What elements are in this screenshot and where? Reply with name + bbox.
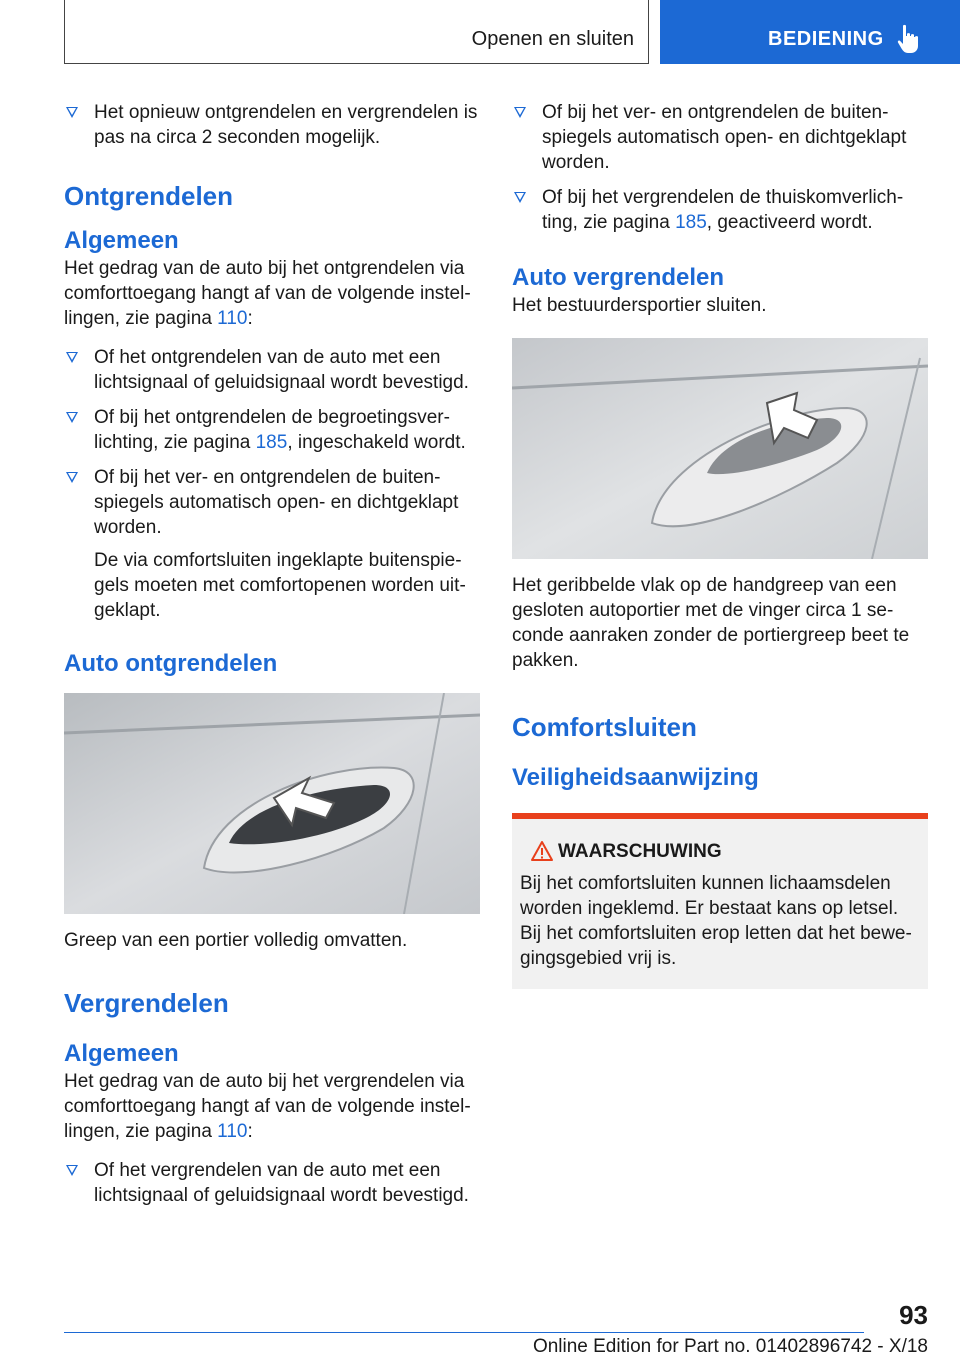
door-handle-grip-image (64, 693, 480, 914)
paragraph-unlock-general: Het gedrag van de auto bij het ontgrendelen via comforttoegang hangt af van de volgende instellingen, zie pagina 110: (64, 258, 471, 329)
bullet-text: Of het vergrendelen van de auto met een lichtsignaal of geluidsignaal wordt bevestigd. (94, 1160, 469, 1206)
section-heading-comfort-close: Comfortsluiten (512, 712, 697, 742)
footer-edition: Online Edition for Part no. 01402896742 - X/18 (532, 1336, 928, 1357)
right-column (512, 100, 928, 989)
subheading-auto-unlock: Auto ontgrendelen (64, 650, 278, 677)
list-item (64, 100, 480, 150)
header-chapter-title: BEDIENING (768, 28, 884, 50)
page-link[interactable]: 185 (255, 432, 288, 453)
caption-auto-lock: Het geribbelde vlak op de handgreep van een gesloten autoportier met de vinger circa 1 seconde aanraken zonder de portiergreep beet te pakken. (512, 575, 910, 671)
list-item (64, 1158, 480, 1208)
page-number: 93 (899, 1300, 928, 1330)
subheading-general: Algemeen (64, 227, 179, 254)
bullet-text: Of bij het ver- en ontgrendelen de buitenspiegels automatisch open- en dichtgeklapt worden. (94, 467, 459, 538)
pointing-hand-icon (897, 24, 919, 54)
door-handle-touch-image (512, 338, 928, 559)
bullet-text: Het opnieuw ontgrendelen en vergrendelen is pas na circa 2 seconden mogelijk. (94, 102, 478, 148)
list-item: Of bij het vergrendelen de thuiskomverlichting, zie pagina 185, geactiveerd wordt. (512, 185, 928, 235)
warning-title: WAARSCHUWING (520, 839, 920, 865)
list-item (64, 345, 480, 395)
bullet-note: De via comfortsluiten ingeklapte buitenspiegels moeten met comfortopenen worden uitgeklapt. (94, 550, 466, 621)
page-link[interactable]: 110 (217, 1121, 248, 1142)
triangle-bullet-icon (514, 107, 526, 118)
subheading-safety: Veiligheidsaanwijzing (512, 764, 759, 791)
warning-box (512, 813, 928, 989)
list-item (64, 465, 480, 623)
page-link[interactable]: 185 (675, 212, 707, 233)
section-heading-unlock: Ontgrendelen (64, 181, 234, 211)
header-section-title: Openen en sluiten (471, 28, 634, 50)
list-item: Of bij het ontgrendelen de begroetingsverlichting, zie pagina 185, ingeschakeld wordt. (64, 405, 480, 455)
header-chapter-tab[interactable] (660, 0, 960, 64)
warning-triangle-icon (530, 840, 554, 862)
bullet-text: Of het ontgrendelen van de auto met een lichtsignaal of geluidsignaal wordt bevestigd. (94, 347, 469, 393)
header-section-tab (64, 0, 649, 64)
subheading-auto-lock: Auto vergrendelen (512, 264, 725, 291)
triangle-bullet-icon (66, 107, 78, 118)
bullet-text: Of bij het ver- en ontgrendelen de buitenspiegels automatisch open- en dichtgeklapt worden. (542, 102, 907, 173)
subheading-general: Algemeen (64, 1040, 179, 1067)
paragraph-auto-lock: Het bestuurdersportier sluiten. (512, 295, 767, 316)
triangle-bullet-icon (66, 472, 78, 483)
left-column (64, 100, 480, 1208)
warning-text: Bij het comfortsluiten kunnen lichaamsdelen worden ingeklemd. Er bestaat kans op letsel. (520, 873, 899, 919)
triangle-bullet-icon (66, 352, 78, 363)
triangle-bullet-icon (66, 1165, 78, 1176)
page-link[interactable]: 110 (217, 308, 248, 329)
warning-text: Bij het comfortsluiten erop letten dat het bewegingsgebied vrij is. (520, 923, 912, 969)
caption-auto-unlock: Greep van een portier volledig omvatten. (64, 930, 408, 951)
triangle-bullet-icon (514, 192, 526, 203)
triangle-bullet-icon (66, 412, 78, 423)
paragraph-lock-general: Het gedrag van de auto bij het vergrendelen via comforttoegang hangt af van de volgende instellingen, zie pagina 110: (64, 1071, 471, 1142)
footer-divider (64, 1332, 864, 1333)
section-heading-lock: Vergrendelen (64, 988, 229, 1018)
list-item (512, 100, 928, 175)
